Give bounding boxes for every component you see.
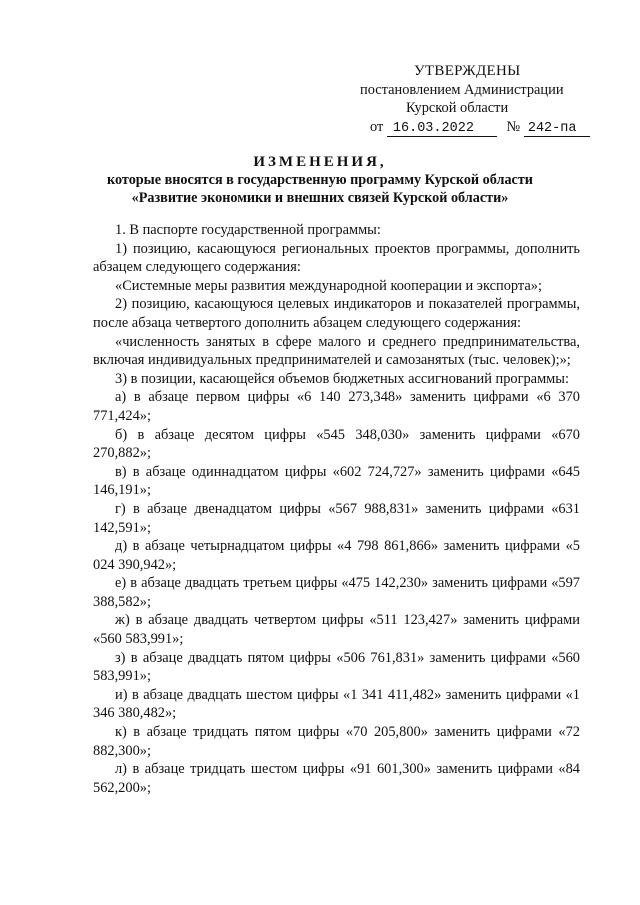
paragraph: ж) в абзаце двадцать четвертом цифры «511 123,427» заменить цифрами «560 583,991»;	[93, 612, 580, 648]
paragraph: б) в абзаце десятом цифры «545 348,030» заменить цифрами «670 270,882»;	[93, 426, 580, 462]
paragraph: д) в абзаце четырнадцатом цифры «4 798 861,866» заменить цифрами «5 024 390,942»;	[93, 538, 580, 573]
number-label: №	[506, 118, 521, 135]
paragraph: 3) в позиции, касающейся объемов бюджетных ассигнований программы:	[115, 370, 569, 387]
paragraph: и) в абзаце двадцать шестом цифры «1 341 411,482» заменить цифрами «1 346 380,482»;	[93, 686, 580, 722]
from-label: от	[370, 118, 384, 135]
document-body	[93, 221, 580, 797]
paragraph: г) в абзаце двенадцатом цифры «567 988,831» заменить цифрами «631 142,591»;	[93, 500, 580, 536]
approval-block	[360, 62, 590, 137]
paragraph: «Системные меры развития международной кооперации и экспорта»;	[115, 277, 542, 294]
paragraph: е) в абзаце двадцать третьем цифры «475 142,230» заменить цифрами «597 388,582»;	[93, 575, 580, 610]
paragraph: 1. В паспорте государственной программы:	[115, 222, 381, 238]
paragraph: в) в абзаце одиннадцатом цифры «602 724,727» заменить цифрами «645 146,191»;	[93, 463, 580, 499]
paragraph: 2) позицию, касающуюся целевых индикаторов и показателей программы, после абзаца четвертого дополнить абзацем следующего содержания:	[93, 296, 580, 331]
document-subtitle-line-1: которые вносятся в государственную программу Курской области	[107, 172, 533, 188]
approval-number: 242-па	[524, 121, 590, 137]
approval-date-number-line	[360, 118, 590, 137]
approval-region: Курской области	[406, 100, 509, 116]
approval-date: 16.03.2022	[387, 121, 497, 137]
paragraph: л) в абзаце тридцать шестом цифры «91 601,300» заменить цифрами «84 562,200»;	[93, 761, 580, 796]
paragraph: к) в абзаце тридцать пятом цифры «70 205,800» заменить цифрами «72 882,300»;	[93, 724, 580, 759]
approval-heading: УТВЕРЖДЕНЫ	[414, 63, 521, 79]
document-subtitle-line-2: «Развитие экономики и внешних связей Курской области»	[131, 190, 509, 206]
document-title: ИЗМЕНЕНИЯ,	[253, 154, 387, 170]
paragraph: «численность занятых в сфере малого и среднего предпринимательства, включая индивидуальных предпринимателей и самозанятых (тыс. человек);»;	[93, 333, 580, 369]
paragraph: а) в абзаце первом цифры «6 140 273,348» заменить цифрами «6 370 771,424»;	[93, 389, 580, 424]
paragraph: з) в абзаце двадцать пятом цифры «506 761,831» заменить цифрами «560 583,991»;	[93, 649, 580, 685]
approval-issuer: постановлением Администрации	[360, 81, 564, 98]
paragraph: 1) позицию, касающуюся региональных проектов программы, дополнить абзацем следующего содержания:	[93, 240, 580, 276]
